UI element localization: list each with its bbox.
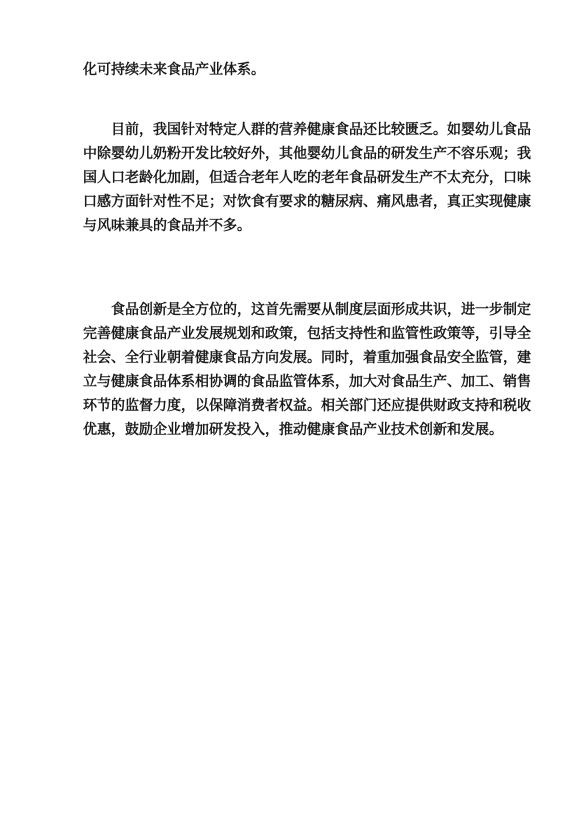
paragraph-food-innovation (83, 298, 531, 442)
text-line: 与风味兼具的食品并不多。 (83, 218, 251, 234)
text-line: 口感方面针对性不足；对饮食有要求的糖尿病、痛风患者，真正实现健康 (83, 194, 531, 210)
text-line: 化可持续未来食品产业体系。 (83, 62, 265, 78)
text-line: 目前，我国针对特定人群的营养健康食品还比较匮乏。如婴幼儿食品 (83, 122, 531, 138)
text-line: 优惠，鼓励企业增加研发投入，推动健康食品产业技术创新和发展。 (83, 422, 503, 438)
text-line: 完善健康食品产业发展规划和政策，包括支持性和监管性政策等，引导全 (83, 326, 531, 342)
text-line: 国人口老龄化加剧，但适合老年人吃的老年食品研发生产不太充分，口味 (83, 170, 531, 186)
paragraph-continuation (83, 58, 503, 82)
text-line: 中除婴幼儿奶粉开发比较好外，其他婴幼儿食品的研发生产不容乐观；我 (83, 146, 531, 162)
paragraph-nutrition-food (83, 118, 531, 238)
text-line: 社会、全行业朝着健康食品方向发展。同时，着重加强食品安全监管，建 (83, 350, 531, 366)
text-line: 环节的监督力度，以保障消费者权益。相关部门还应提供财政支持和税收 (83, 398, 531, 414)
text-line: 立与健康食品体系相协调的食品监管体系，加大对食品生产、加工、销售 (83, 374, 531, 390)
text-line: 食品创新是全方位的，这首先需要从制度层面形成共识，进一步制定 (83, 302, 531, 318)
